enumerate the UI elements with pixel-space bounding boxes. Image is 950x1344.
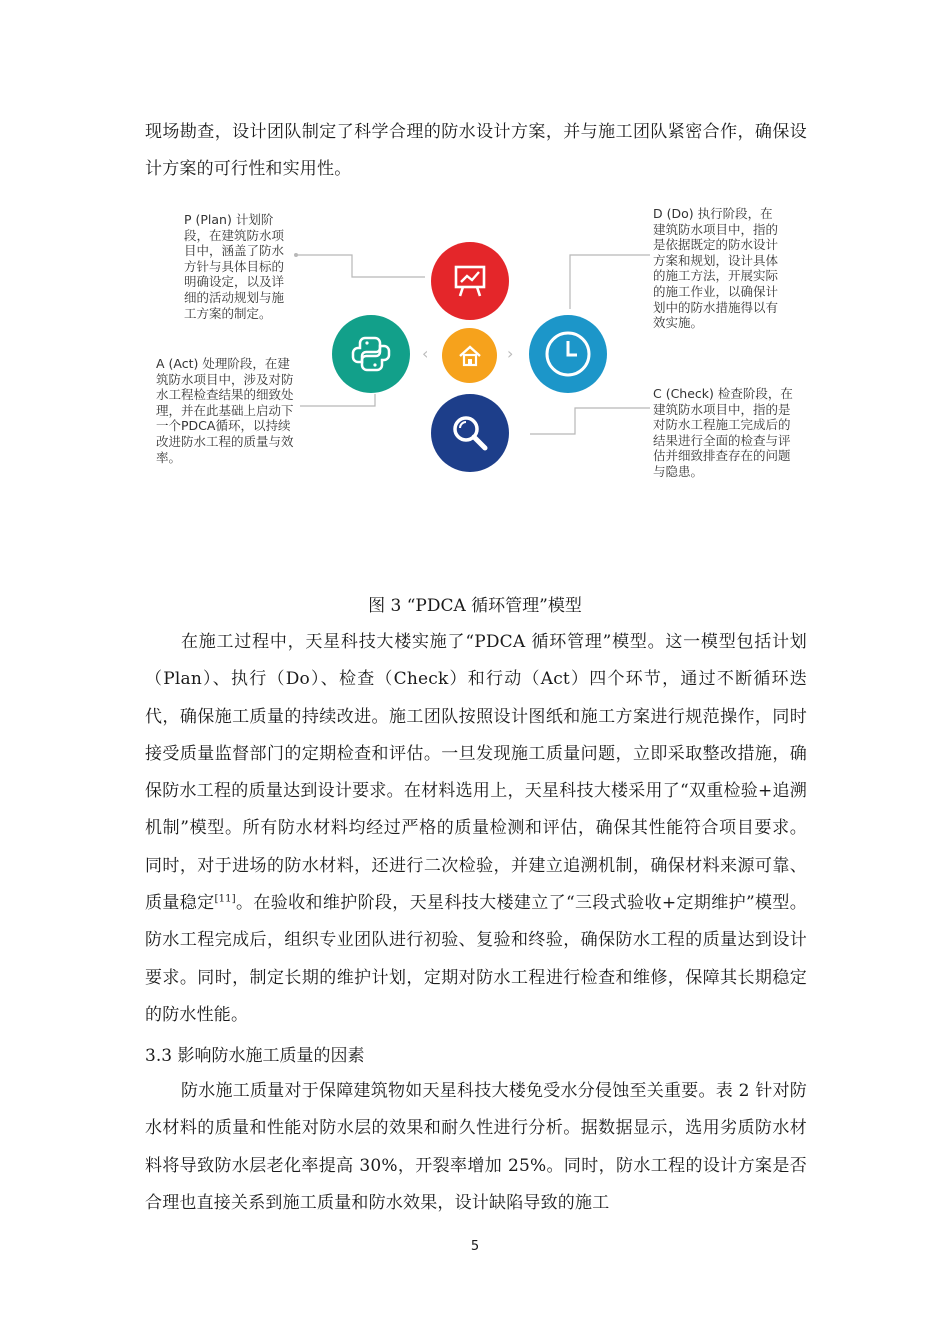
do-circle [529,315,607,393]
factors-paragraph: 防水施工质量对于保障建筑物如天星科技大楼免受水分侵蚀至关重要。表 2 针对防水材料的质量和性能对防水层的效果和耐久性进行分析。据数据显示，选用劣质防水材料将导致防水层老化率提高 30%，开裂率增加 25%。同时，防水工程的设计方案是否合理也直接关系到施工质量和防水效果，设计缺陷导致的施工 [145,1081,807,1213]
check-circle [431,394,509,472]
plan-connector [296,255,425,277]
figure-caption: 图 3 “PDCA 循环管理”模型 [368,596,582,616]
do-label: D (Do) 执行阶段，在建筑防水项目中，指的是依据既定的防水设计方案和规划，设计具体的施工方法，开展实际的施工作业，以确保计划中的防水措施得以有效实施。 [653,206,779,331]
clock-icon [543,329,593,379]
act-connector [300,394,375,406]
python-logo-icon [350,333,392,375]
do-connector [570,255,650,309]
home-circle [442,328,497,383]
chevron-left-icon: ‹ [422,344,429,363]
main-paragraph [145,624,807,1034]
chevron-right-icon: › [507,344,514,363]
presentation-chart-icon [450,261,490,301]
main-paragraph-text-1: 在施工过程中，天星科技大楼实施了“PDCA 循环管理”模型。这一模型包括计划（Plan）、执行（Do）、检查（Check）和行动（Act）四个环节，通过不断循环迭代，确保施工质量的持续改进。施工团队按照设计图纸和施工方案进行规范操作，同时接受质量监督部门的定期检查和评估。一旦发现施工质量问题，立即采取整改措施，确保防水工程的质量达到设计要求。在材料选用上，天星科技大楼采用了“双重检验+追溯机制”模型。所有防水材料均经过严格的质量检测和评估，确保其性能符合项目要求。同时，对于进场的防水材料，还进行二次检验，并建立追溯机制，确保材料来源可靠、质量稳定 [145,632,807,914]
intro-paragraph: 现场勘查，设计团队制定了科学合理的防水设计方案，并与施工团队紧密合作，确保设计方案的可行性和实用性。 [145,122,807,180]
plan-label: P (Plan) 计划阶段，在建筑防水项目中，涵盖了防水方针与具体目标的明确设定，以及详细的活动规划与施工方案的制定。 [184,212,285,321]
main-paragraph-text-2: 。在验收和维护阶段，天星科技大楼建立了“三段式验收+定期维护”模型。防水工程完成后，组织专业团队进行初验、复验和终验，确保防水工程的质量达到设计要求。同时，制定长期的维护计划，定期对防水工程进行检查和维修，保障其长期稳定的防水性能。 [145,893,807,1025]
page-number: 5 [470,1239,480,1254]
act-label: A (Act) 处理阶段，在建筑防水项目中，涉及对防水工程检查结果的细致处理，并在此基础上启动下一个PDCA循环，以持续改进防水工程的质量与效率。 [156,356,294,465]
check-label: C (Check) 检查阶段，在建筑防水项目中，指的是对防水工程施工完成后的结果进行全面的检查与评估并细致排查存在的问题与隐患。 [653,386,793,479]
act-circle [332,315,410,393]
citation: [11] [214,893,236,905]
check-connector [530,408,650,434]
plan-circle [431,242,509,320]
pdca-figure [150,198,800,498]
magnifier-icon [448,411,492,455]
home-icon [457,343,483,369]
section-heading: 3.3 影响防水施工质量的因素 [145,1046,365,1066]
